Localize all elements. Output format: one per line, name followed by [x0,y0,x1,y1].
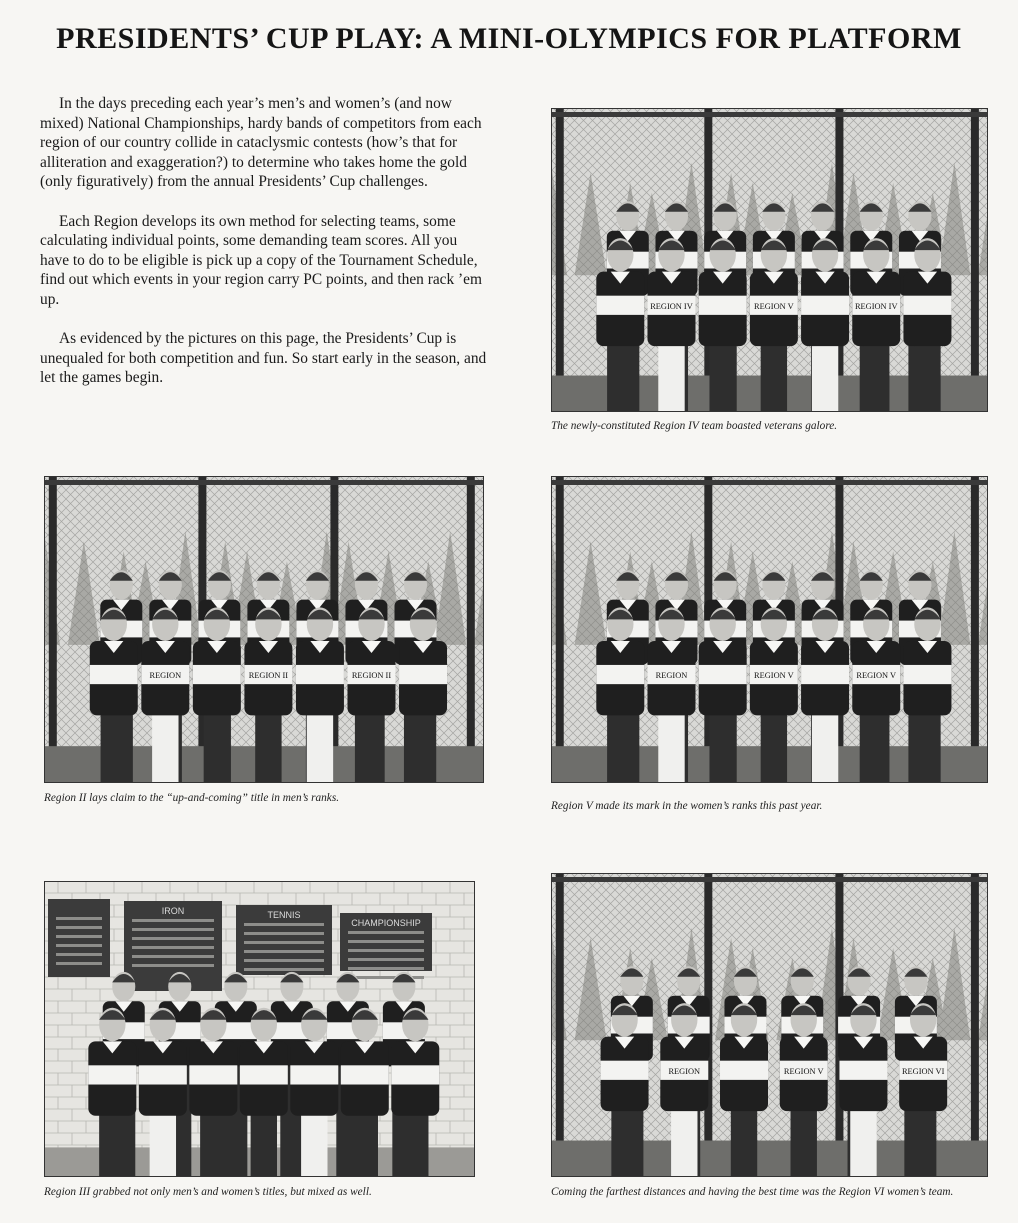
jersey-label: REGION II [248,671,289,681]
caption-region-ii: Region II lays claim to the “up-and-coming” title in men’s ranks. [44,792,340,804]
caption-region-vi: Coming the farthest distances and having the best time was the Region VI women’s team. [551,1186,954,1198]
page-title: PRESIDENTS’ CUP PLAY: A MINI-OLYMPICS FOR PLATFORM [56,22,962,55]
jersey-label: REGION [149,671,182,681]
photo-region-v-women [551,476,988,783]
jersey-label: REGION VI [901,1066,945,1076]
team-photo [44,476,484,783]
plaque-label: TENNIS [267,910,301,920]
jersey-label: REGION V [783,1066,824,1076]
plaque-label: IRON [161,906,185,916]
intro-paragraph: Each Region develops its own method for selecting teams, some calculating individual points, some demanding team scores. All you have to do to be eligible is pick up a copy of the Tournament Schedule, find out which events in your region carry PC points, and then rack ’em up. [40,212,482,308]
caption-region-v: Region V made its mark in the women’s ranks this past year. [551,800,823,812]
jersey-label: REGION V [754,301,794,311]
photo-region-iv-men [551,108,988,412]
jersey-label: REGION [668,1066,701,1076]
team-photo [551,873,988,1177]
jersey-label: REGION [655,671,688,681]
intro-paragraph: In the days preceding each year’s men’s and women’s (and now mixed) National Championships, hardy bands of competitors from each region of our country collide in cataclysmic contests (how’s that for alliteration and exaggeration?) to determine who takes home the gold (only figuratively) from the annual Presidents’ Cup challenges. [40,95,482,190]
jersey-label: REGION IV [854,301,898,311]
intro-paragraph: As evidenced by the pictures on this page, the Presidents’ Cup is unequaled for both competition and fun. So start early in the season, and let the games begin. [40,330,487,386]
jersey-label: REGION II [351,671,392,681]
team-photo [551,108,988,412]
jersey-label: REGION V [754,671,794,681]
photo-region-iii [44,881,475,1177]
jersey-label: REGION V [856,671,897,681]
caption-region-iv: The newly-constituted Region IV team boasted veterans galore. [551,420,838,432]
team-photo [551,476,988,783]
intro-text [40,94,488,408]
jersey-label: REGION IV [650,301,693,311]
photo-region-ii-men [44,476,484,783]
photo-region-vi-women [551,873,988,1177]
team-photo [44,881,475,1177]
caption-region-iii: Region III grabbed not only men’s and women’s titles, but mixed as well. [44,1186,372,1198]
plaque-label: CHAMPIONSHIP [351,918,421,928]
